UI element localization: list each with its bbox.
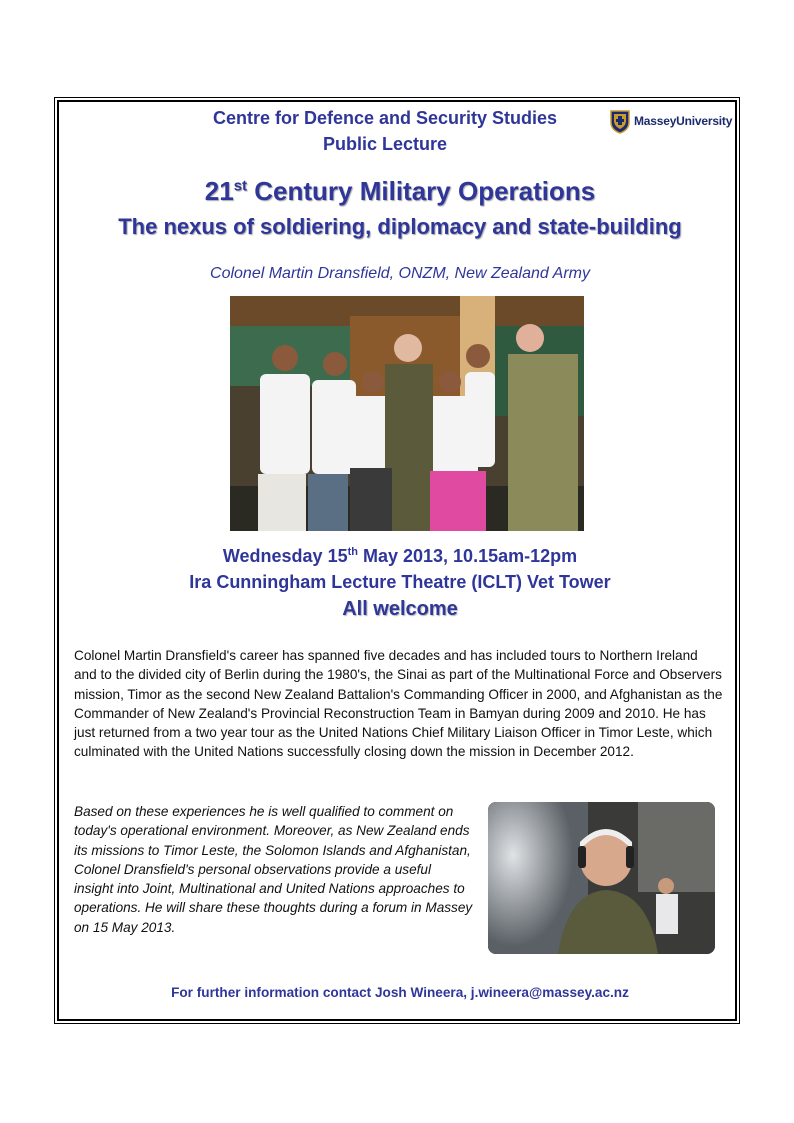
lecture-subtitle: The nexus of soldiering, diplomacy and state-building — [118, 214, 682, 239]
lecture-title: 21st Century Military Operations — [204, 176, 596, 206]
speaker-name: Colonel Martin Dransfield, ONZM, New Zealand Army — [210, 265, 590, 282]
aircraft-portrait-photo — [488, 802, 715, 954]
group-photo — [230, 296, 584, 531]
speaker-biography: Colonel Martin Dransfield's career has spanned five decades and has included tours to Northern Ireland and to the divided city of Berlin during the 1980's, the Sinai as part of the Multinational Force and Observers mission, Timor as the second New Zealand Battalion's Commanding Officer in 2000, and Afghanistan as the Commander of New Zealand's Provincial Reconstruction Team in Bamyan during 2009 and 2010. He has just returned from a two year tour as the United Nations Chief Military Liaison Officer in Timor Leste, which culminated with the United Nations successfully closing down the mission in December 2012. — [74, 648, 723, 760]
crest-icon — [609, 108, 631, 134]
logo-wordmark: MasseyUniversity — [634, 114, 733, 128]
event-venue: Ira Cunningham Lecture Theatre (ICLT) Vet Tower — [189, 572, 611, 592]
event-date: Wednesday 15th May 2013, 10.15am-12pm — [222, 546, 578, 566]
all-welcome: All welcome — [342, 598, 458, 620]
centre-name: Centre for Defence and Security Studies — [212, 108, 558, 128]
massey-university-logo — [609, 107, 732, 135]
contact-info: For further information contact Josh Wineera, j.wineera@massey.ac.nz — [171, 985, 629, 1000]
lecture-description: Based on these experiences he is well qualified to comment on today's operational environment. Moreover, as New Zealand ends its missions to Timor Leste, the Solomon Islands and Afghanistan, Colonel Dransfield's personal observations provide a useful insight into Joint, Multinational and United Nations approaches to operations. He will share these thoughts during a forum in Massey on 15 May 2013. — [74, 804, 473, 935]
event-type: Public Lecture — [322, 134, 448, 154]
